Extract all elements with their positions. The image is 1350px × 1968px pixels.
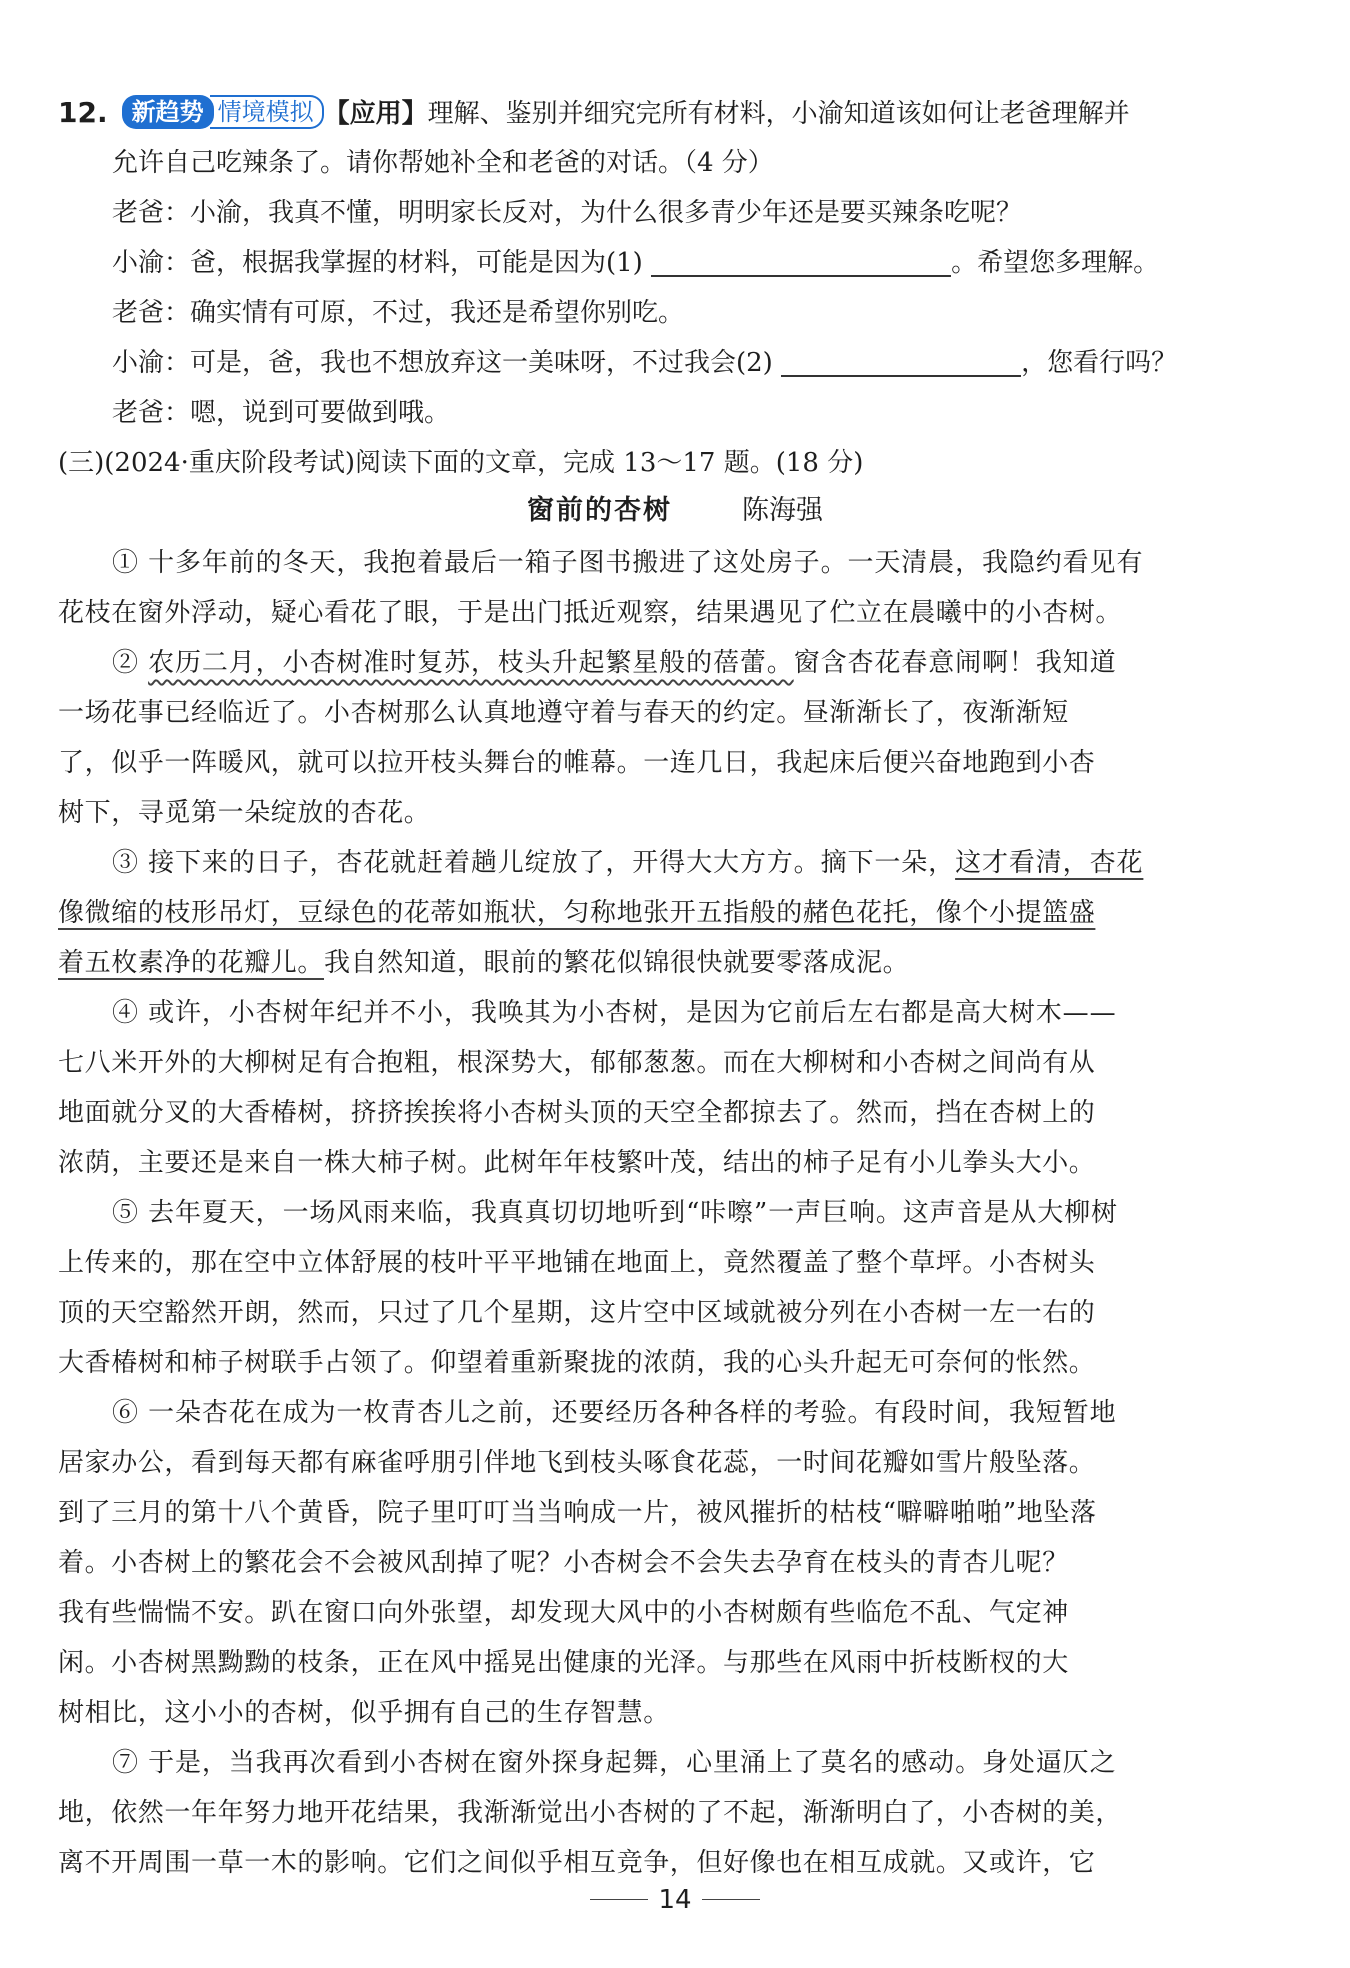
q12-text: 理解、鉴别并细究完所有材料，小渝知道该如何让老爸理解并 [427,99,1130,129]
tag-apply: 【应用】 [323,99,428,129]
article-line: ⑥ 一朵杏花在成为一枚青杏儿之前，还要经历各种各样的考验。有段时间，我短暂地 [112,1398,1117,1428]
article-author: 陈海强 [742,495,823,526]
q12-line-2: 允许自己吃辣条了。请你帮她补全和老爸的对话。（4 分） [112,148,774,178]
article-line: 大香椿树和柿子树联手占领了。仰望着重新聚拢的浓荫，我的心头升起无可奈何的怅然。 [58,1348,1096,1378]
article-title [0,490,1350,532]
article-line: 离不开周围一草一木的影响。它们之间似乎相互竞争，但好像也在相互成就。又或许，它 [58,1848,1096,1878]
underlined-text: 着五枚素净的花瓣儿。 [58,948,325,978]
article-line: 树相比，这小小的杏树，似乎拥有自己的生存智慧。 [58,1698,670,1728]
tag-new-trend: 新趋势 [122,95,214,129]
footer-left-rule [590,1899,648,1900]
answer-blank-2[interactable] [781,343,1021,377]
answer-blank-1[interactable] [651,243,951,277]
section-heading: (三)(2024·重庆阶段考试)阅读下面的文章，完成 13～17 题。(18 分) [58,448,864,478]
underlined-text: 像微缩的枝形吊灯，豆绿色的花蒂如瓶状，匀称地张开五指般的赭色花托，像个小提篮盛 [58,898,1096,928]
article-line [58,888,1350,938]
dialog-yu-2 [112,338,1350,388]
article-line: 着五枚素净的花瓣儿。我自然知道，眼前的繁花似锦很快就要零落成泥。 [58,948,910,978]
article-line: 浓荫，主要还是来自一株大柿子树。此树年年枝繁叶茂，结出的柿子足有小儿拳头大小。 [58,1148,1096,1178]
article-line: 居家办公，看到每天都有麻雀呼朋引伴地飞到枝头啄食花蕊，一时间花瓣如雪片般坠落。 [58,1448,1096,1478]
dialog-yu-2-text: 小渝：可是，爸，我也不想放弃这一美味呀，不过我会(2) [112,348,773,378]
article-line: ① 十多年前的冬天，我抱着最后一箱子图书搬进了这处房子。一天清晨，我隐约看见有 [112,548,1144,578]
q12-line-1 [58,88,1350,138]
article-line: 树下，寻觅第一朵绽放的杏花。 [58,798,431,828]
article-line: 地，依然一年年努力地开花结果，我渐渐觉出小杏树的了不起，渐渐明白了，小杏树的美， [58,1798,1123,1828]
article-line: 我有些惴惴不安。趴在窗口向外张望，却发现大风中的小杏树颇有些临危不乱、气定神 [58,1598,1069,1628]
wavy-underlined-text: 农历二月，小杏树准时复苏，枝头升起繁星般的蓓蕾。 [148,648,794,678]
article-line: ⑦ 于是，当我再次看到小杏树在窗外探身起舞，心里涌上了莫名的感动。身处逼仄之 [112,1748,1117,1778]
article-line: 闲。小杏树黑黝黝的枝条，正在风中摇晃出健康的光泽。与那些在风雨中折枝断杈的大 [58,1648,1069,1678]
dialog-dad-1: 老爸：小渝，我真不懂，明明家长反对，为什么很多青少年还是要买辣条吃呢？ [112,198,1023,228]
article-line: ③ 接下来的日子，杏花就赶着趟儿绽放了，开得大大方方。摘下一朵，这才看清，杏花 [112,848,1144,878]
article-line: ④ 或许，小杏树年纪并不小，我唤其为小杏树，是因为它前后左右都是高大树木—— [112,998,1117,1028]
article-line: ② 农历二月，小杏树准时复苏，枝头升起繁星般的蓓蕾。窗含杏花春意闹啊！我知道 [112,648,1117,678]
underlined-text: 这才看清，杏花 [955,848,1144,878]
article-line: 花枝在窗外浮动，疑心看花了眼，于是出门抵近观察，结果遇见了伫立在晨曦中的小杏树。 [58,598,1123,628]
article-title-text: 窗前的杏树 [527,495,672,526]
article-line: 了，似乎一阵暖风，就可以拉开枝头舞台的帷幕。一连几日，我起床后便兴奋地跑到小杏 [58,748,1096,778]
dialog-yu-1 [112,238,1350,288]
dialog-dad-2: 老爸：确实情有可原，不过，我还是希望你别吃。 [112,298,685,328]
question-number: 12. [58,96,108,129]
dialog-yu-1-text: 小渝：爸，根据我掌握的材料，可能是因为(1) [112,248,643,278]
dialog-dad-3: 老爸：嗯，说到可要做到哦。 [112,398,451,428]
article-line: 地面就分叉的大香椿树，挤挤挨挨将小杏树头顶的天空全都掠去了。然而，挡在杏树上的 [58,1098,1096,1128]
article-line: 七八米开外的大柳树足有合抱粗，根深势大，郁郁葱葱。而在大柳树和小杏树之间尚有从 [58,1048,1096,1078]
article-line: ⑤ 去年夏天，一场风雨来临，我真真切切地听到“咔嚓”一声巨响。这声音是从大柳树 [112,1198,1118,1228]
article-line: 顶的天空豁然开朗，然而，只过了几个星期，这片空中区域就被分列在小杏树一左一右的 [58,1298,1096,1328]
dialog-yu-2-end: ，您看行吗？ [1021,348,1178,378]
tag-scenario: 情境模拟 [210,95,324,129]
article-line: 到了三月的第十八个黄昏，院子里叮叮当当响成一片，被风摧折的枯枝“噼噼啪啪”地坠落 [58,1498,1097,1528]
article-line: 着。小杏树上的繁花会不会被风刮掉了呢？小杏树会不会失去孕育在枝头的青杏儿呢？ [58,1548,1069,1578]
article-line: 上传来的，那在空中立体舒展的枝叶平平地铺在地面上，竟然覆盖了整个草坪。小杏树头 [58,1248,1096,1278]
dialog-yu-1-end: 。希望您多理解。 [951,248,1160,278]
footer-right-rule [702,1899,760,1900]
page-number: 14 [658,1885,692,1915]
article-line: 一场花事已经临近了。小杏树那么认真地遵守着与春天的约定。昼渐渐长了，夜渐渐短 [58,698,1069,728]
page-footer [0,1880,1350,1920]
